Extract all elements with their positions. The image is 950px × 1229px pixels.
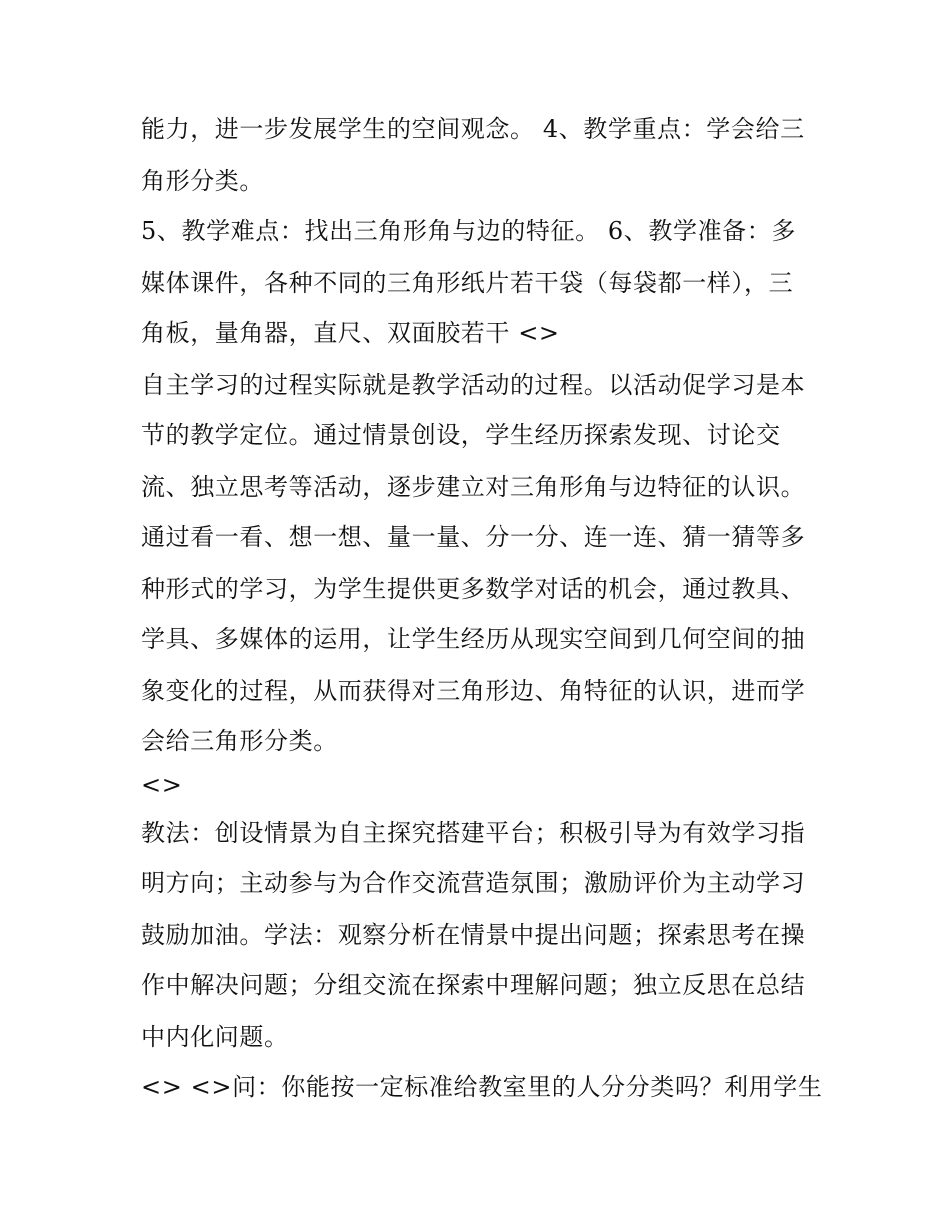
text-line: 角形分类。	[141, 167, 264, 195]
text-line: 5、教学难点：找出三角形角与边的特征。 6、教学准备：多	[141, 217, 796, 245]
text-line: <>	[141, 771, 183, 799]
text-line: <> <>问：你能按一定标准给教室里的人分分类吗？利用学生	[141, 1073, 823, 1101]
text-line: 通过看一看、想一想、量一量、分一分、连一连、猜一猜等多	[141, 523, 806, 551]
text-line: 能力，进一步发展学生的空间观念。 4、教学重点：学会给三	[141, 115, 805, 143]
text-line: 象变化的过程，从而获得对三角形边、角特征的认识，进而学	[141, 677, 806, 705]
text-line: 媒体课件，各种不同的三角形纸片若干袋（每袋都一样），三	[141, 269, 794, 297]
text-line: 作中解决问题；分组交流在探索中理解问题；独立反思在总结	[141, 971, 806, 999]
text-line: 种形式的学习，为学生提供更多数学对话的机会，通过教具、	[141, 575, 806, 603]
text-line: 鼓励加油。学法：观察分析在情景中提出问题；探索思考在操	[141, 921, 806, 949]
text-line: 流、独立思考等活动，逐步建立对三角形角与边特征的认识。	[141, 473, 806, 501]
text-line: 角板，量角器，直尺、双面胶若干 <>	[141, 319, 560, 347]
text-line: 教法：创设情景为自主探究搭建平台；积极引导为有效学习指	[141, 819, 806, 847]
text-line: 明方向；主动参与为合作交流营造氛围；激励评价为主动学习	[141, 869, 806, 897]
text-line: 节的教学定位。通过情景创设，学生经历探索发现、讨论交	[141, 421, 781, 449]
text-line: 中内化问题。	[141, 1023, 289, 1051]
text-line: 自主学习的过程实际就是教学活动的过程。以活动促学习是本	[141, 371, 806, 399]
text-line: 会给三角形分类。	[141, 727, 338, 755]
text-line: 学具、多媒体的运用，让学生经历从现实空间到几何空间的抽	[141, 625, 806, 653]
